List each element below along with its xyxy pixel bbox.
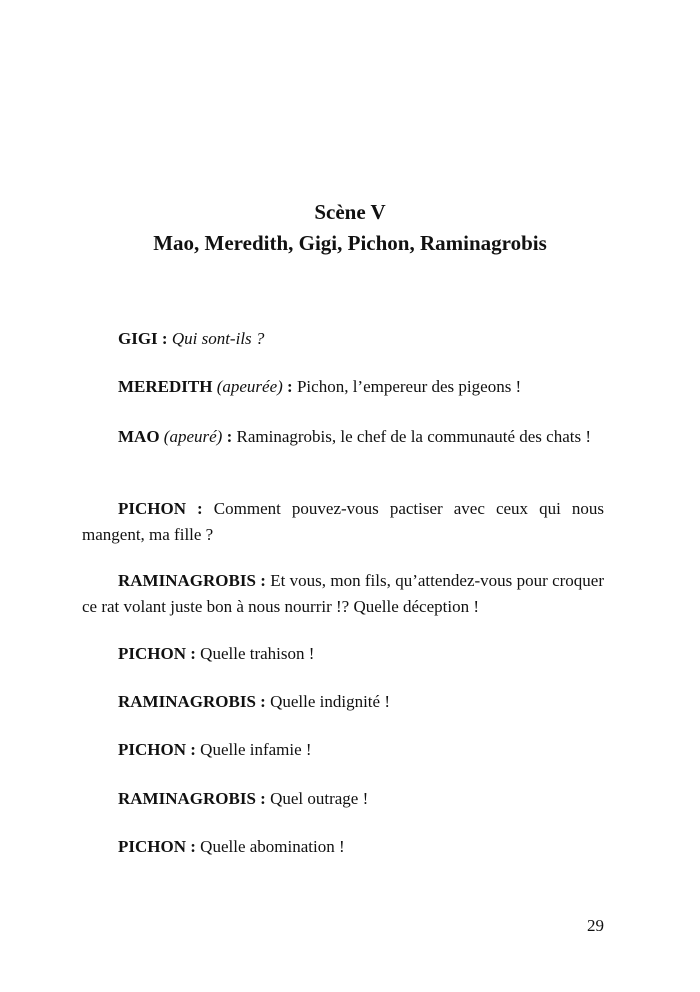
speech-text: Comment pouvez-vous pactiser avec ceux qui nous mangent, ma fille ?: [82, 499, 604, 544]
dialogue-line: [82, 424, 604, 450]
speaker-name: RAMINAGROBIS :: [118, 789, 266, 808]
speech-text: Quelle indignité !: [270, 692, 390, 711]
speaker-separator: :: [222, 427, 233, 446]
speaker-name: PICHON :: [118, 837, 196, 856]
scene-cast-list: Mao, Meredith, Gigi, Pichon, Raminagrobis: [153, 231, 547, 255]
speech-text: Qui sont-ils ?: [171, 329, 265, 348]
speech-text: Raminagrobis, le chef de la communauté des chats !: [236, 427, 592, 446]
scene-title: Scène V: [314, 200, 386, 224]
speaker-name: MEREDITH: [118, 377, 213, 396]
speaker-separator: :: [282, 377, 293, 396]
speech-text: Pichon, l’empereur des pigeons !: [296, 377, 522, 396]
speaker-name: GIGI :: [118, 329, 168, 348]
dialogue-line: [82, 737, 604, 763]
speaker-name: MAO: [118, 427, 160, 446]
speaker-name: PICHON :: [118, 499, 203, 518]
speech-text: Et vous, mon fils, qu’attendez-vous pour croquer ce rat volant juste bon à nous nourrir !? Quelle déception !: [82, 571, 604, 616]
speaker-name: RAMINAGROBIS :: [118, 571, 266, 590]
dialogue-line: [82, 689, 604, 715]
dialogue-line: [82, 641, 604, 667]
speech-text: Quelle infamie !: [200, 740, 312, 759]
page-number: 29: [587, 916, 604, 935]
stage-direction: (apeuré): [163, 427, 223, 446]
speech-text: Quelle abomination !: [200, 837, 345, 856]
speech-text: Quel outrage !: [270, 789, 369, 808]
dialogue-line: [82, 374, 604, 400]
dialogue-line: [82, 326, 604, 352]
dialogue-line: [82, 496, 604, 548]
speech-text: Quelle trahison !: [200, 644, 315, 663]
dialogue-line: [82, 834, 604, 860]
dialogue-line: [82, 568, 604, 620]
speaker-name: PICHON :: [118, 740, 196, 759]
stage-direction: (apeurée): [216, 377, 283, 396]
speaker-name: RAMINAGROBIS :: [118, 692, 266, 711]
dialogue-line: [82, 786, 604, 812]
speaker-name: PICHON :: [118, 644, 196, 663]
